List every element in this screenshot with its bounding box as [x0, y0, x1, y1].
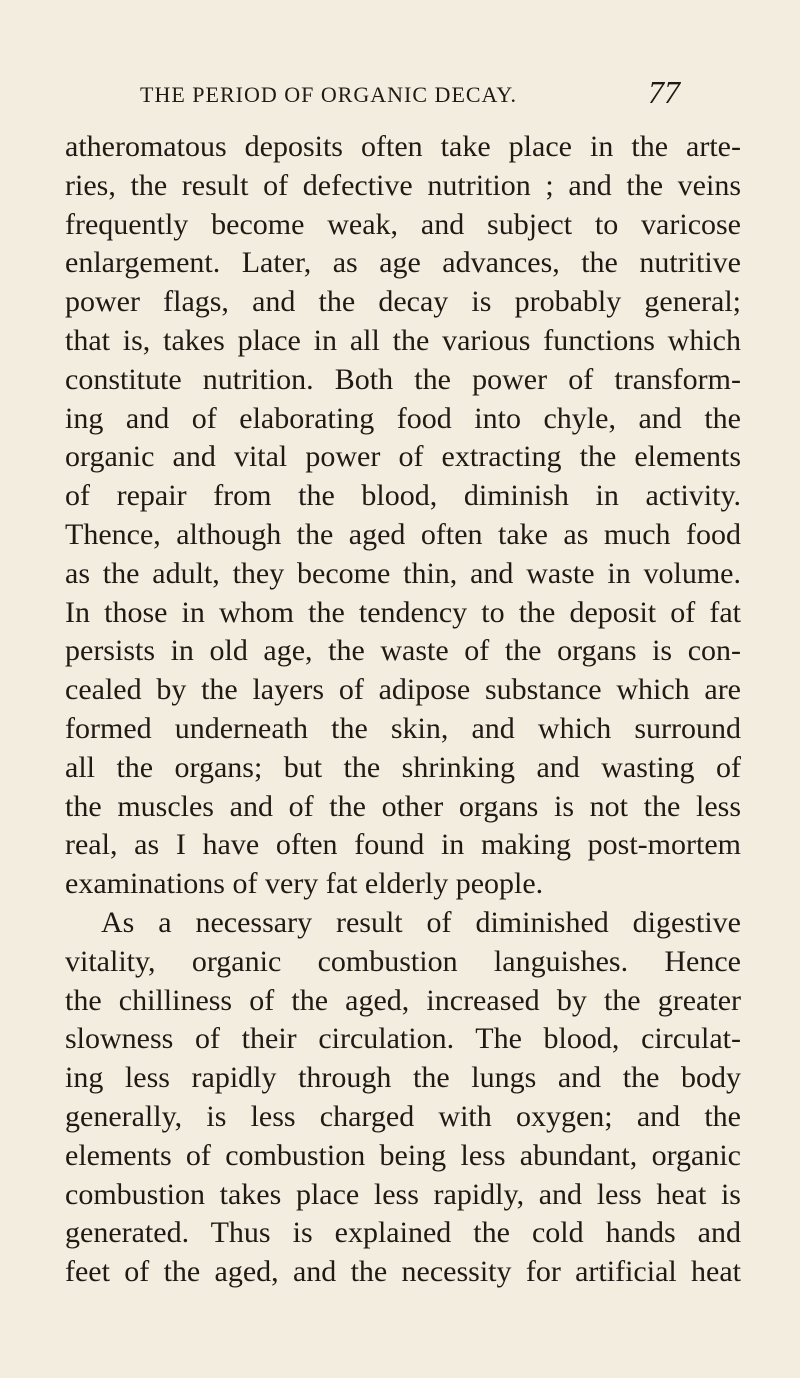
text-line: as the adult, they become thin, and waste in volume. [65, 556, 741, 590]
text-line: In those in whom the tendency to the deposit of fat [65, 595, 741, 629]
text-line: the muscles and of the other organs is not the less [65, 789, 741, 823]
text-line: generated. Thus is explained the cold hands and [65, 1216, 741, 1250]
running-head [140, 74, 680, 112]
text-line: the chilliness of the aged, increased by the greater [65, 983, 741, 1017]
text-line: feet of the aged, and the necessity for artificial heat [65, 1255, 741, 1289]
text-line: ing less rapidly through the lungs and the body [65, 1061, 741, 1095]
text-line: enlargement. Later, as age advances, the nutritive [65, 246, 741, 280]
paragraph-end-line: examinations of very fat elderly people. [65, 867, 544, 901]
text-line: generally, is less charged with oxygen; and the [65, 1099, 741, 1133]
text-line: power flags, and the decay is probably general; [65, 285, 741, 319]
text-line: slowness of their circulation. The blood, circulat- [65, 1022, 741, 1056]
text-line: elements of combustion being less abundant, organic [65, 1138, 741, 1172]
text-line: vitality, organic combustion languishes. Hence [65, 944, 741, 978]
text-line: Thence, although the aged often take as much food [65, 517, 741, 551]
running-title: THE PERIOD OF ORGANIC DECAY. [140, 82, 517, 107]
text-line: cealed by the layers of adipose substance which are [65, 673, 741, 707]
text-line: ing and of elaborating food into chyle, and the [65, 401, 741, 435]
paragraph-start-line: As a necessary result of diminished digestive [101, 905, 741, 939]
text-line: frequently become weak, and subject to varicose [65, 207, 741, 241]
text-line: all the organs; but the shrinking and wasting of [65, 750, 741, 784]
text-line: formed underneath the skin, and which surround [65, 711, 741, 745]
text-line: that is, takes place in all the various functions which [65, 323, 741, 357]
text-line: atheromatous deposits often take place in the arte- [65, 130, 741, 163]
text-line: organic and vital power of extracting the elements [65, 440, 741, 474]
text-line: real, as I have often found in making post-mortem [65, 828, 741, 862]
text-line: ries, the result of defective nutrition ; and the veins [65, 168, 741, 202]
text-line: constitute nutrition. Both the power of transform- [65, 362, 741, 396]
text-line: of repair from the blood, diminish in activity. [65, 479, 741, 513]
text-line: persists in old age, the waste of the organs is con- [65, 634, 741, 668]
text-line: combustion takes place less rapidly, and less heat is [65, 1177, 741, 1211]
page-number: 77 [648, 74, 680, 110]
body-text [65, 128, 741, 1292]
